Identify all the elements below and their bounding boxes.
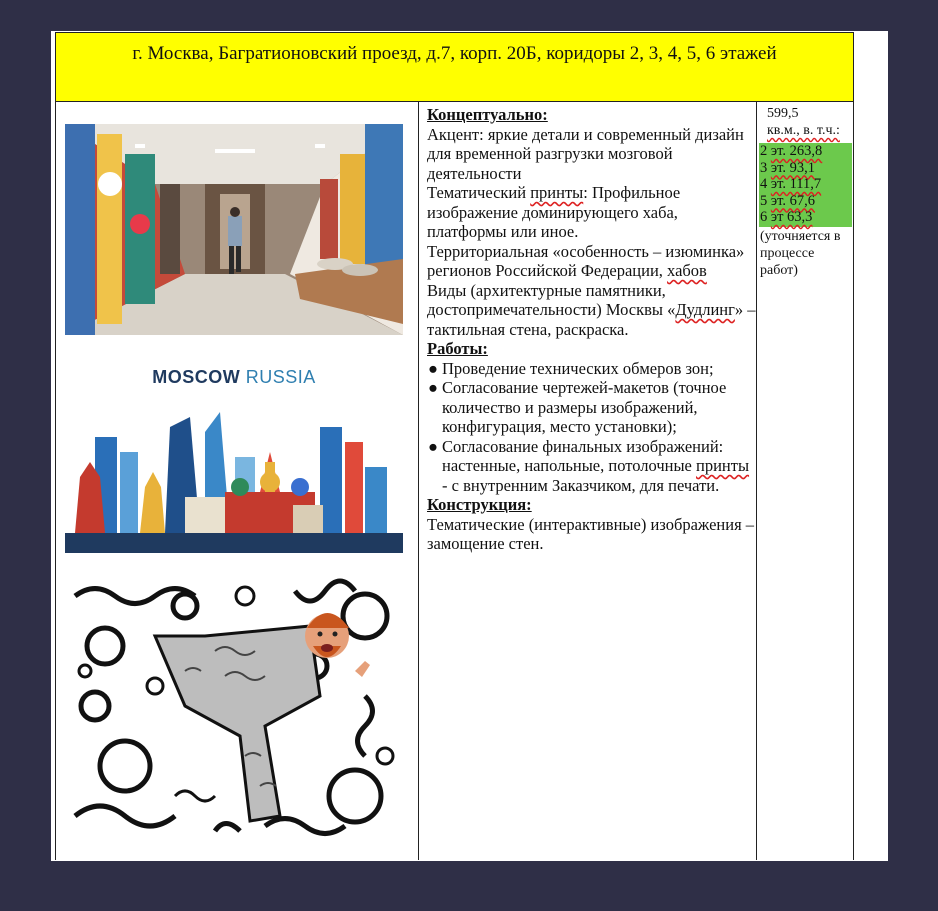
works-list bbox=[427, 359, 757, 496]
works-heading: Работы: bbox=[427, 339, 488, 358]
bullet-icon: ● bbox=[428, 358, 438, 378]
floor-area-row: 3 эт. 93,1 bbox=[760, 159, 815, 176]
bullet-icon: ● bbox=[428, 378, 438, 397]
list-item: ● Согласование финальных изображений: настенные, напольные, потолочные принты - с внутренним Заказчиком, для печати. bbox=[428, 436, 750, 495]
images-cell bbox=[56, 103, 418, 860]
floor-area-row: 6 эт 63,3 bbox=[760, 209, 813, 225]
area-total-unit: кв.м., в. т.ч.: bbox=[767, 123, 840, 138]
floor-area-row: 5 эт. 67,6 bbox=[760, 192, 815, 209]
area-total-value: 599,5 bbox=[767, 106, 799, 121]
doodle-wall-photo bbox=[65, 576, 403, 851]
concept-territorial-text: Территориальная «особенность – изюминка» регионов Российской Федерации, хабов bbox=[427, 241, 745, 280]
description-cell bbox=[427, 105, 757, 554]
document-page bbox=[51, 31, 888, 861]
spec-table bbox=[55, 32, 854, 860]
moscow-russia-logo: MOSCOW RUSSIA bbox=[152, 367, 316, 387]
area-note: (уточняется в процессе работ) bbox=[760, 228, 841, 278]
list-item: ● Проведение технических обмеров зон; bbox=[428, 358, 714, 378]
bullet-icon: ● bbox=[428, 436, 438, 456]
construction-heading: Конструкция: bbox=[427, 495, 532, 514]
corridor-photo bbox=[65, 124, 403, 335]
table-title: г. Москва, Багратионовский проезд, д.7, корп. 20Б, коридоры 2, 3, 4, 5, 6 этажей bbox=[132, 43, 777, 64]
concept-views-text: Виды (архитектурные памятники, достопримечательности) Москвы «Дудлинг» – тактильная стена, раскраска. bbox=[427, 280, 756, 339]
table-title-row bbox=[56, 32, 853, 102]
floor-area-row: 2 эт. 263,8 bbox=[760, 143, 823, 159]
column-divider bbox=[418, 102, 419, 860]
floor-areas-highlight bbox=[759, 143, 852, 227]
concept-prints-text: Тематический принты: Профильное изображение доминирующего хаба, платформы или иное. bbox=[427, 183, 681, 241]
construction-text: Тематические (интерактивные) изображения – замощение стен. bbox=[427, 514, 755, 553]
area-cell bbox=[759, 105, 852, 279]
concept-accent-text: Акцент: яркие детали и современный дизайн для временной разгрузки мозговой деятельности bbox=[427, 124, 744, 183]
concept-heading: Концептуально: bbox=[427, 105, 548, 124]
moscow-skyline-illustration bbox=[65, 357, 403, 553]
floor-area-row: 4 эт. 111,7 bbox=[760, 176, 822, 192]
area-total bbox=[759, 105, 852, 139]
list-item: ● Согласование чертежей-макетов (точное количество и размеры изображений, конфигурация, место установки); bbox=[428, 378, 727, 436]
